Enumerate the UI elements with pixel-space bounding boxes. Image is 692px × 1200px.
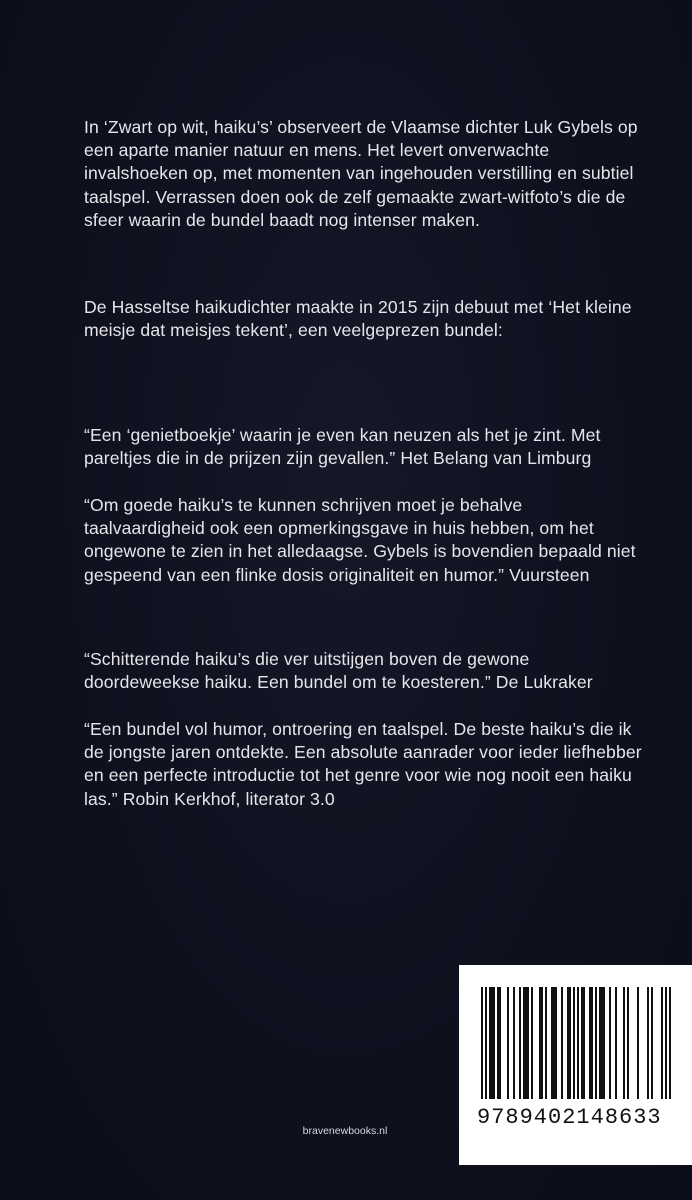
barcode-bar xyxy=(609,987,611,1099)
barcode-bar xyxy=(507,987,509,1099)
barcode-bar xyxy=(497,987,501,1099)
intro-paragraph xyxy=(84,116,644,232)
barcode-bar xyxy=(531,987,533,1099)
barcode-bar xyxy=(539,987,543,1099)
barcode-bar xyxy=(519,987,521,1099)
barcode-bar xyxy=(513,987,515,1099)
barcode-bar xyxy=(577,987,579,1099)
barcode-bar xyxy=(489,987,495,1099)
barcode-bar xyxy=(623,987,625,1099)
barcode-bars xyxy=(481,987,671,1099)
barcode-bar xyxy=(561,987,563,1099)
barcode-bar xyxy=(661,987,663,1099)
barcode-bar xyxy=(615,987,617,1099)
barcode-bar xyxy=(599,987,605,1099)
barcode-bar xyxy=(545,987,547,1099)
isbn-number: 9789402148633 xyxy=(477,1105,662,1130)
barcode-bar xyxy=(595,987,597,1099)
debut-paragraph-text: De Hasseltse haikudichter maakte in 2015 zijn debuut met ‘Het kleine meisje dat meisjes tekent’, een veelgeprezen bundel: xyxy=(84,297,632,341)
barcode-bar xyxy=(637,987,639,1099)
debut-paragraph xyxy=(84,296,644,342)
barcode-bar xyxy=(481,987,483,1099)
review-quote-text: “Een ‘genietboekje’ waarin je even kan neuzen als het je zint. Met pareltjes die in de prijzen zijn gevallen.” Het Belang van Limburg xyxy=(84,425,601,469)
review-quote-text: “Een bundel vol humor, ontroering en taalspel. De beste haiku’s die ik de jongste jaren ontdekte. Een absolute aanrader voor ieder liefhebber en een perfecte introductie tot het genre voor wie nog nooit een haiku las.” Robin Kerkhof, literator 3.0 xyxy=(84,719,642,809)
barcode-bar xyxy=(523,987,529,1099)
isbn-barcode xyxy=(459,965,692,1165)
review-quote xyxy=(84,718,644,811)
barcode-bar xyxy=(665,987,667,1099)
barcode-bar xyxy=(573,987,575,1099)
barcode-bar xyxy=(669,987,671,1099)
review-quote-text: “Schitterende haiku’s die ver uitstijgen boven de gewone doordeweekse haiku. Een bundel om te koesteren.” De Lukraker xyxy=(84,649,593,693)
barcode-bar xyxy=(647,987,649,1099)
review-quote xyxy=(84,424,644,470)
intro-paragraph-text: In ‘Zwart op wit, haiku’s’ observeert de Vlaamse dichter Luk Gybels op een aparte manier natuur en mens. Het levert onverwachte invalshoeken op, met momenten van ingehouden verstilling en subtiel taalspel. Verrassen doen ook de zelf gemaakte zwart-witfoto’s die de sfeer waarin de bundel baadt nog intenser maken. xyxy=(84,117,638,230)
publisher-url: bravenewbooks.nl xyxy=(302,1125,388,1137)
review-quote xyxy=(84,494,644,587)
barcode-bar xyxy=(551,987,557,1099)
barcode-bar xyxy=(651,987,653,1099)
barcode-bar xyxy=(589,987,593,1099)
review-quote-text: “Om goede haiku’s te kunnen schrijven moet je behalve taalvaardigheid ook een opmerkingsgave in huis hebben, om het ongewone te zien in het alledaagse. Gybels is bovendien bepaald niet gespeend van een flinke dosis originaliteit en humor.” Vuursteen xyxy=(84,495,636,585)
barcode-bar xyxy=(485,987,487,1099)
barcode-bar xyxy=(567,987,571,1099)
barcode-bar xyxy=(627,987,629,1099)
review-quote xyxy=(84,648,644,694)
barcode-bar xyxy=(581,987,585,1099)
